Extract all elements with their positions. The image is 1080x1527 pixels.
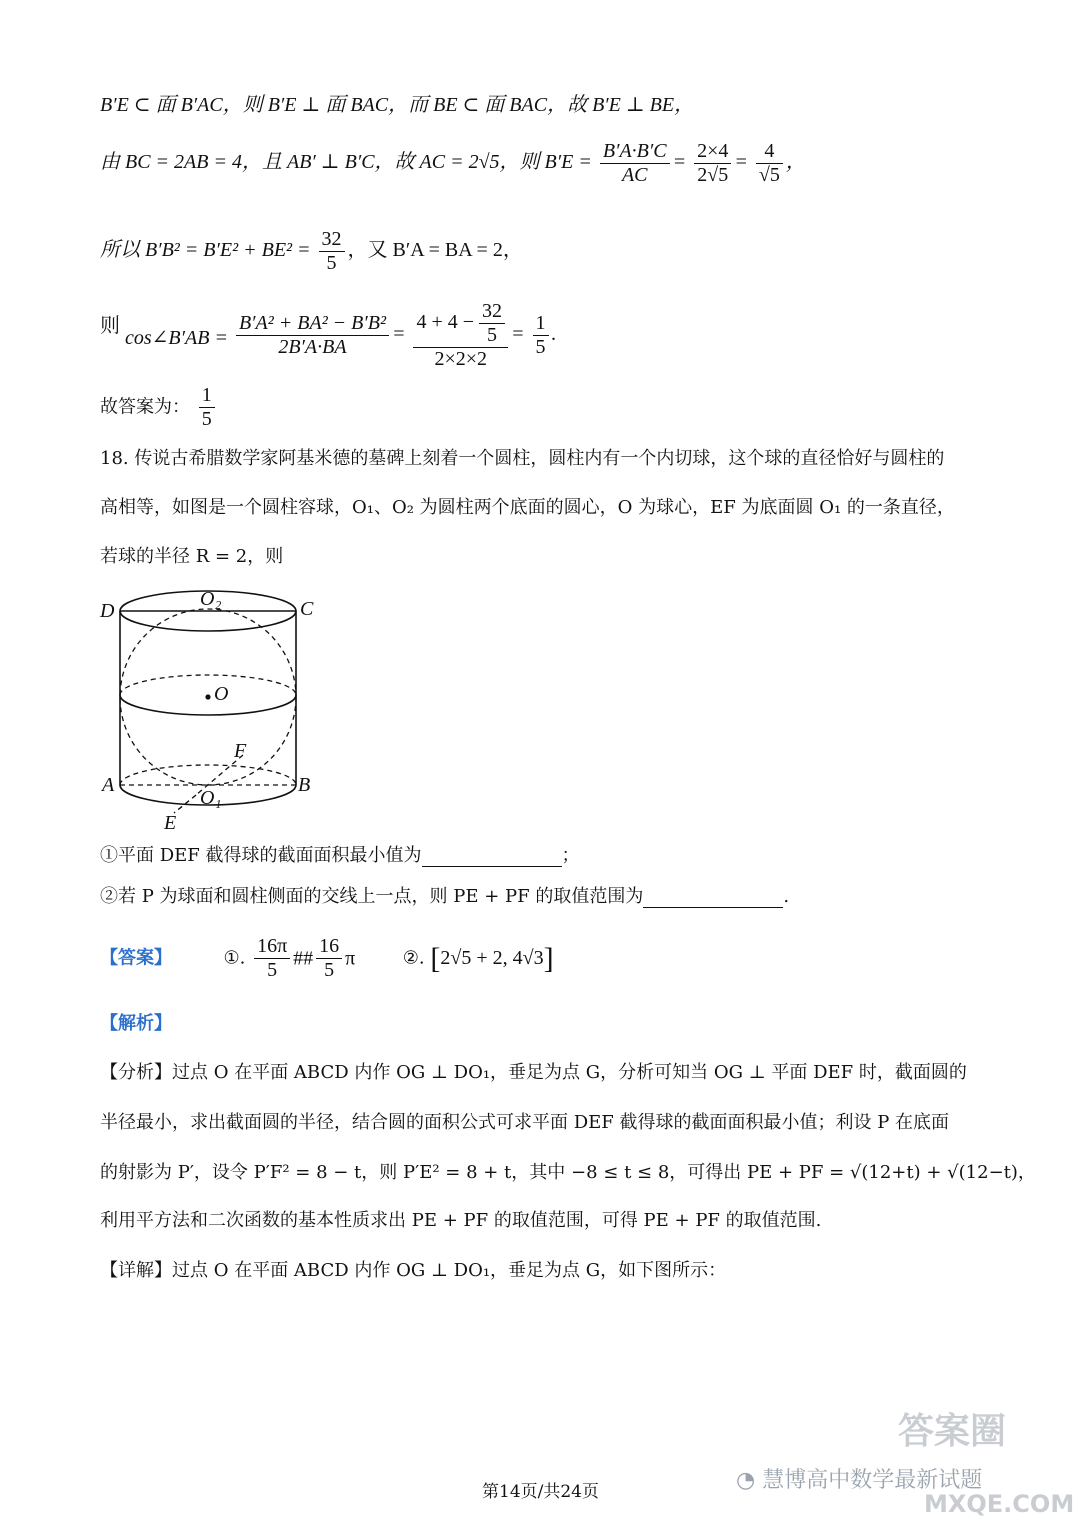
- answer-fraction: $\frac{1}{5}$: [199, 384, 215, 431]
- answer-blank-2[interactable]: [643, 887, 783, 908]
- analysis-line-1: 【分析】过点 O 在平面 ABCD 内作 OG ⊥ DO₁，垂足为点 G，分析可知当 OG ⊥ 平面 DEF 时，截面圆的: [100, 1062, 967, 1083]
- page-number: 第14页/共24页: [482, 1482, 599, 1502]
- fraction: $\frac{1}{5}$: [533, 312, 549, 359]
- line-1: B′E ⊂ 面 B′AC，则 B′E ⊥ 面 BAC，而 BE ⊂ 面 BAC，故 B′E ⊥ BE，: [100, 94, 695, 116]
- answer-row: 【答案】 ①. $\frac{16\pi}{5}$ ## $\frac{16}{5}$ π ②. [2√5 + 2, 4√3]: [100, 935, 554, 981]
- line-2: 由 BC = 2AB = 4，且 AB′ ⊥ B′C，故 AC = 2√5，则 B′E = $\frac{B'A\cdot B'C}{AC}$ = $\frac{2\times 4}{2√5}$ = $\frac{4}{√5}$ ，: [100, 140, 806, 186]
- label-D: D: [100, 600, 115, 622]
- analysis-line-4: 利用平方法和二次函数的基本性质求出 PE + PF 的取值范围，可得 PE + PF 的取值范围.: [100, 1210, 822, 1231]
- problem-line-2: 高相等，如图是一个圆柱容球，O₁、O₂ 为圆柱两个底面的圆心，O 为球心，EF 为底面圆 O₁ 的一条直径，: [100, 497, 955, 518]
- line-3: 所以 B′B² = B′E² + BE² = $\frac{32}{5}$ ，又 B′A = BA = 2，: [100, 228, 523, 274]
- line-5: 故答案为： $\frac{1}{5}$: [100, 384, 218, 431]
- fraction: $\frac{32}{5}$: [319, 228, 345, 275]
- problem-line-1: 18. 传说古希腊数学家阿基米德的墓碑上刻着一个圆柱，圆柱内有一个内切球，这个球的直径恰好与圆柱的: [100, 448, 945, 469]
- fraction: $\frac{\text{B′A² + BA² − B′B²}}{2B'A\cdot BA}$: [236, 312, 389, 359]
- watermark-site: MXQE.COM: [924, 1490, 1075, 1518]
- answer-blank-1[interactable]: [422, 846, 562, 867]
- fraction: $\frac{4}{√5}$: [756, 140, 783, 187]
- watermark: ◔ 慧博高中数学最新试题: [736, 1468, 983, 1493]
- fraction: 4 + 4 − $\frac{32}{5}$ 2×2×2: [413, 300, 508, 371]
- question-1: ①平面 DEF 截得球的截面面积最小值为 ；: [100, 845, 580, 866]
- label-C: C: [300, 598, 314, 620]
- label-F: F: [234, 740, 247, 762]
- answer-tag: 【答案】: [100, 947, 172, 969]
- label-A: A: [102, 774, 115, 796]
- analysis-tag: 【解析】: [100, 1013, 172, 1034]
- fraction: $\frac{16\pi}{5}$: [254, 935, 290, 982]
- label-O2: O₂: [200, 588, 222, 610]
- fraction: $\frac{B'A\cdot B'C}{AC}$: [600, 140, 670, 187]
- watermark-brand: 答案圈: [898, 1411, 1007, 1452]
- analysis-line-3: 的射影为 P′，设令 P′F² = 8 − t，则 P′E² = 8 + t，其中 −8 ≤ t ≤ 8，可得出 PE + PF = √(12+t) + √(12−t)，: [100, 1162, 1036, 1183]
- line-2-text: 由 BC = 2AB = 4，且 AB′ ⊥ B′C，故 AC = 2√5，则 B′E =: [100, 151, 592, 174]
- detail-line-1: 【详解】过点 O 在平面 ABCD 内作 OG ⊥ DO₁，垂足为点 G，如下图所示：: [100, 1260, 727, 1281]
- analysis-line-2: 半径最小，求出截面圆的半径，结合圆的面积公式可求平面 DEF 截得球的截面面积最小值；利设 P 在底面: [100, 1112, 950, 1133]
- problem-line-3: 若球的半径 R = 2，则: [100, 546, 284, 567]
- line-4: 则 cos∠B′AB = $\frac{\text{B′A² + BA² − B′B²}}{2B'A\cdot BA}$ = 4 + 4 − $\frac{32}{5}$ 2×2×2 = $\frac{1}{5}$ .: [100, 300, 557, 370]
- label-O: O: [214, 683, 229, 705]
- label-E: E: [164, 812, 177, 834]
- cylinder-sphere-figure: [98, 585, 338, 835]
- label-O1: O₁: [200, 787, 222, 809]
- question-2: ②若 P 为球面和圆柱侧面的交线上一点，则 PE + PF 的取值范围为 .: [100, 886, 790, 907]
- wechat-icon: ◔: [736, 1468, 756, 1493]
- fraction: $\frac{2\times 4}{2√5}$: [694, 140, 731, 187]
- label-B: B: [298, 774, 311, 796]
- fraction: $\frac{16}{5}$: [316, 935, 342, 982]
- answer-range: 2√5 + 2, 4√3: [440, 946, 544, 969]
